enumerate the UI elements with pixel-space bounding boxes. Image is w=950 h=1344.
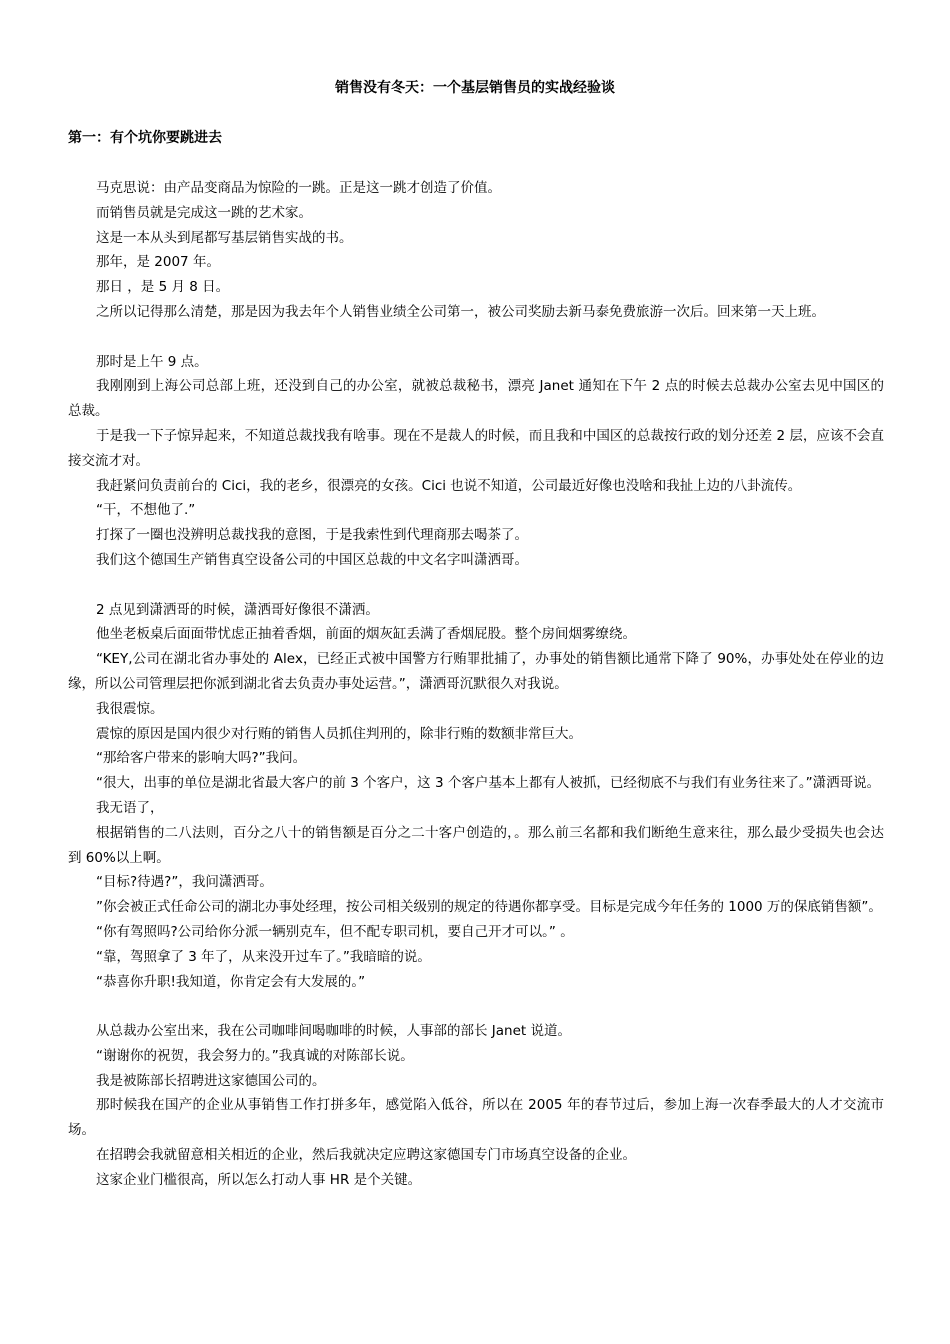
paragraph: 我刚刚到上海公司总部上班，还没到自己的办公室，就被总裁秘书，漂亮 Janet 通知在下午 2 点的时候去总裁办公室去见中国区的总裁。 xyxy=(68,378,884,420)
paragraph: 那时是上午 9 点。 xyxy=(96,353,208,370)
paragraph: “很大，出事的单位是湖北省最大客户的前 3 个客户，这 3 个客户基本上都有人被抓，已经彻底不与我们有业务往来了。”潇洒哥说。 xyxy=(96,775,881,792)
paragraph: 而销售员就是完成这一跳的艺术家。 xyxy=(96,204,312,221)
paragraph: 我很震惊。 xyxy=(96,700,164,717)
paragraph: 那时候我在国产的企业从事销售工作打拼多年，感觉陷入低谷，所以在 2005 年的春节过后，参加上海一次春季最大的人才交流市场。 xyxy=(68,1097,884,1139)
paragraph: 马克思说：由产品变商品为惊险的一跳。正是这一跳才创造了价值。 xyxy=(96,180,501,196)
paragraph: “KEY,公司在湖北省办事处的 Alex，已经正式被中国警方行贿罪批捕了，办事处的销售额比通常下降了 90%，办事处处在停业的边缘，所以公司管理层把你派到湖北省去负责办事处运营。”，潇洒哥沉默很久对我说。 xyxy=(68,651,884,692)
paragraph: “目标?待遇?”，我问潇洒哥。 xyxy=(96,874,273,891)
paragraph: 于是我一下子惊异起来，不知道总裁找我有啥事。现在不是裁人的时候，而且我和中国区的总裁按行政的划分还差 2 层，应该不会直接交流才对。 xyxy=(68,427,884,469)
paragraph: 我是被陈部长招聘进这家德国公司的。 xyxy=(96,1072,326,1089)
paragraph: “干，不想他了.” xyxy=(96,502,196,519)
paragraph: “那给客户带来的影响大吗?”我问。 xyxy=(96,750,307,767)
paragraph: 我赶紧问负责前台的 Cici，我的老乡，很漂亮的女孩。Cici 也说不知道，公司最近好像也没啥和我扯上边的八卦流传。 xyxy=(96,477,802,494)
document-body xyxy=(68,176,884,1193)
paragraph: 根据销售的二八法则，百分之八十的销售额是百分之二十客户创造的，。那么前三名都和我们断绝生意来往，那么最少受损失也会达到 60%以上啊。 xyxy=(68,824,884,866)
paragraph: “靠，驾照拿了 3 年了，从来没开过车了。”我暗暗的说。 xyxy=(96,948,431,965)
paragraph-gap xyxy=(68,573,884,598)
paragraph: 那日 ，是 5 月 8 日。 xyxy=(96,279,230,296)
section-heading: 第一：有个坑你要跳进去 xyxy=(68,130,222,146)
paragraph: 我无语了， xyxy=(96,799,164,816)
paragraph: 2 点见到潇洒哥的时候，潇洒哥好像很不潇洒。 xyxy=(96,601,379,618)
paragraph: 从总裁办公室出来，我在公司咖啡间喝咖啡的时候，人事部的部长 Janet 说道。 xyxy=(96,1023,571,1040)
paragraph: 这是一本从头到尾都写基层销售实战的书。 xyxy=(96,229,353,246)
paragraph: 这家企业门槛很高，所以怎么打动人事 HR 是个关键。 xyxy=(96,1171,422,1188)
paragraph: “谢谢你的祝贺，我会努力的。”我真诚的对陈部长说。 xyxy=(96,1047,414,1064)
paragraph: 震惊的原因是国内很少对行贿的销售人员抓住判刑的，除非行贿的数额非常巨大。 xyxy=(96,725,582,742)
paragraph: 我们这个德国生产销售真空设备公司的中国区总裁的中文名字叫潇洒哥。 xyxy=(96,551,528,568)
paragraph: 打探了一圈也没辨明总裁找我的意图，于是我索性到代理商那去喝茶了。 xyxy=(96,527,528,544)
document-title: 销售没有冬天：一个基层销售员的实战经验谈 xyxy=(335,80,615,96)
paragraph: 那年，是 2007 年。 xyxy=(96,254,220,271)
paragraph: “恭喜你升职!我知道，你肯定会有大发展的。” xyxy=(96,973,366,990)
paragraph: 他坐老板桌后面面带忧虑正抽着香烟，前面的烟灰缸丢满了香烟屁股。整个房间烟雾缭绕。 xyxy=(96,626,636,643)
paragraph: “你有驾照吗?公司给你分派一辆别克车，但不配专职司机，要自己开才可以。” 。 xyxy=(96,923,574,940)
paragraph-gap xyxy=(68,325,884,350)
paragraph: ”你会被正式任命公司的湖北办事处经理，按公司相关级别的规定的待遇你都享受。目标是完成今年任务的 1000 万的保底销售额”。 xyxy=(96,899,882,916)
paragraph: 在招聘会我就留意相关相近的企业，然后我就决定应聘这家德国专门市场真空设备的企业。 xyxy=(96,1147,636,1164)
paragraph-gap xyxy=(68,994,884,1019)
paragraph: 之所以记得那么清楚，那是因为我去年个人销售业绩全公司第一，被公司奖励去新马泰免费旅游一次后。回来第一天上班。 xyxy=(96,303,825,320)
